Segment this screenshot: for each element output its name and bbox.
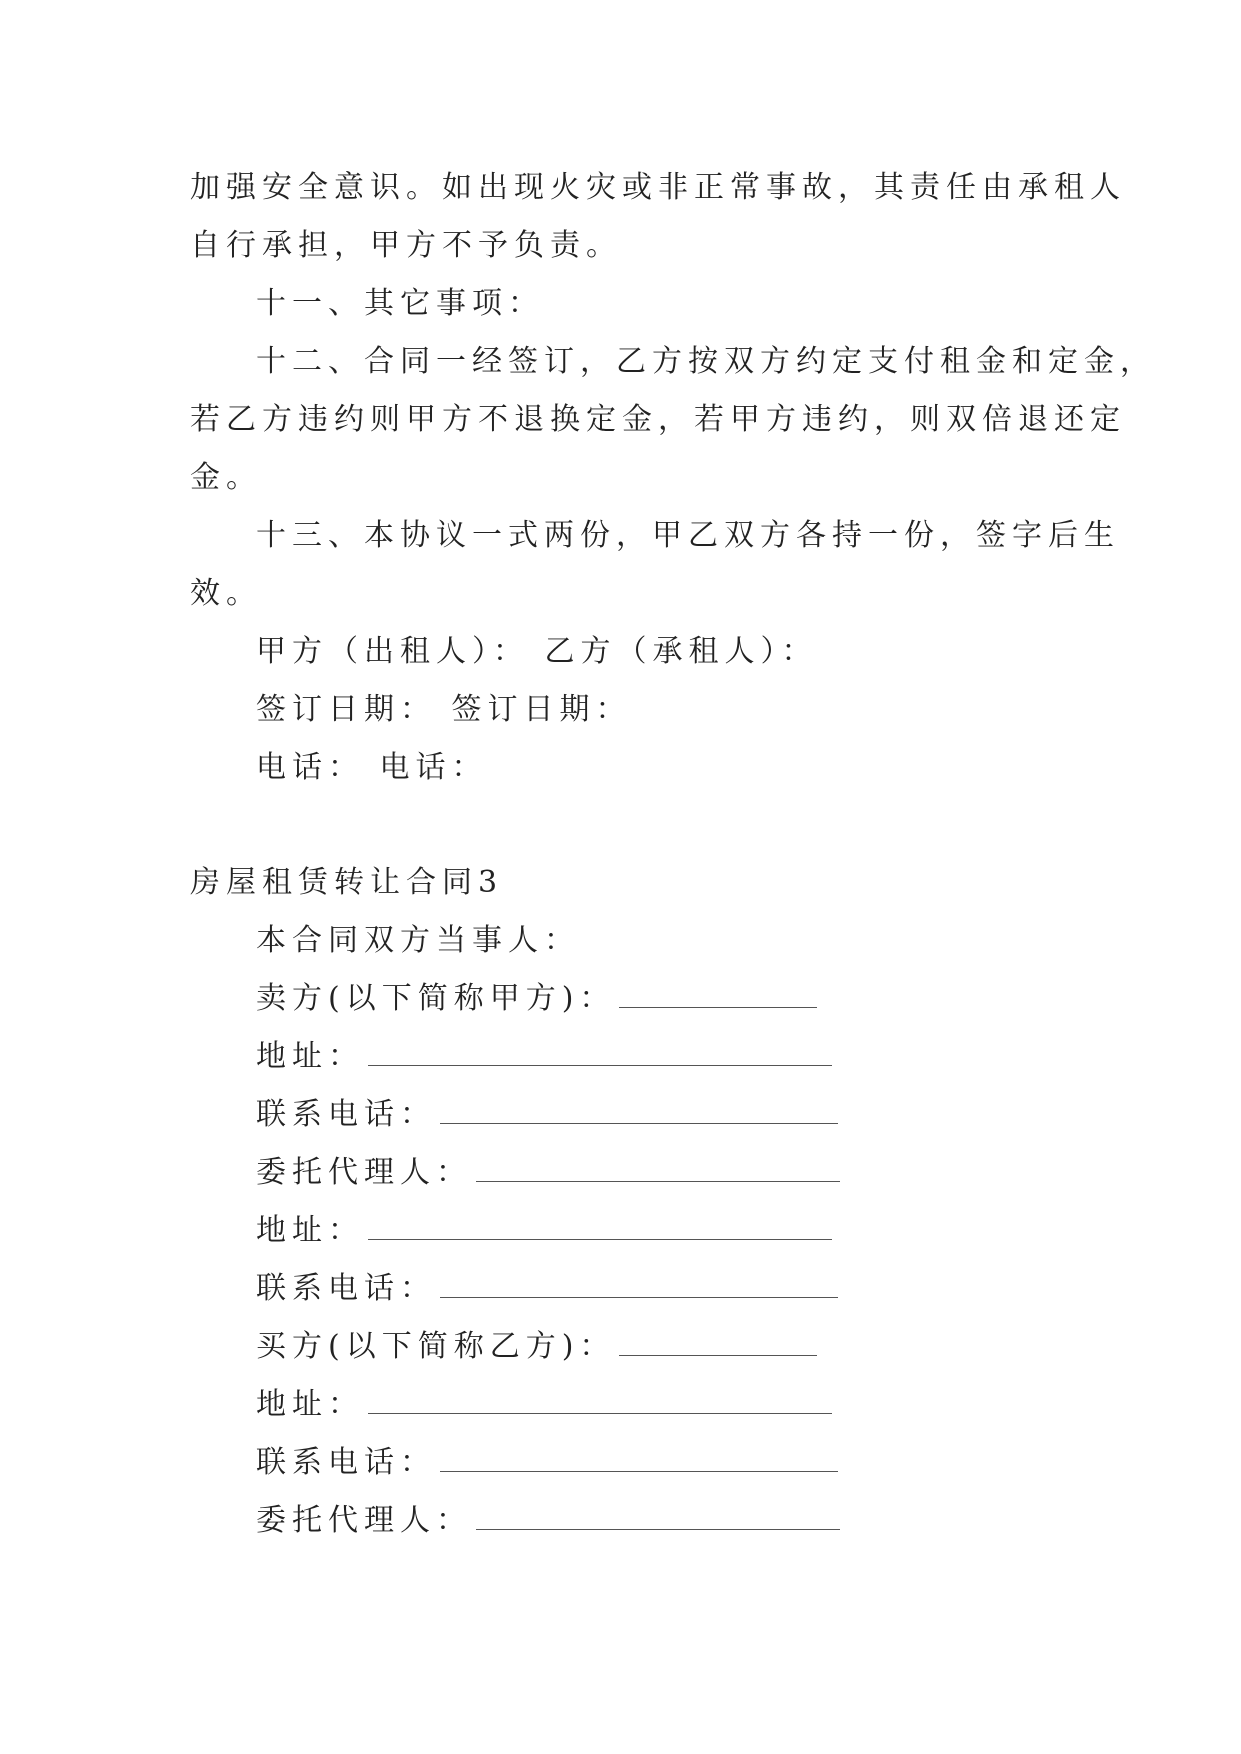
seller-address-blank: [368, 1039, 832, 1066]
clause-12-line: 若乙方违约则甲方不退换定金，若甲方违约，则双倍退还定: [190, 402, 1126, 437]
agent-phone-field: [256, 1269, 838, 1309]
agent-address-field: [256, 1211, 832, 1251]
seller-agent-blank: [476, 1155, 840, 1182]
buyer-address-field: [256, 1385, 832, 1425]
signature-dates: 签订日期： 签订日期：: [256, 692, 632, 727]
agent-phone-blank: [440, 1271, 838, 1298]
seller-address-label: 地址：: [256, 1039, 364, 1074]
buyer-address-label: 地址：: [256, 1387, 364, 1422]
seller-label: 卖方(以下简称甲方)：: [256, 981, 616, 1016]
seller-blank: [619, 981, 817, 1008]
clause-12-line: 十二、合同一经签订，乙方按双方约定支付租金和定金，: [256, 344, 1156, 379]
body-text-line: 加强安全意识。如出现火灾或非正常事故，其责任由承租人: [190, 170, 1126, 205]
buyer-agent-blank: [476, 1503, 840, 1530]
contract-title: 房屋租赁转让合同3: [190, 865, 504, 900]
buyer-phone-label: 联系电话：: [256, 1445, 436, 1480]
clause-11: 十一、其它事项：: [256, 286, 544, 321]
buyer-phone-blank: [440, 1445, 838, 1472]
buyer-field: [256, 1327, 817, 1367]
body-text-line: 自行承担，甲方不予负责。: [190, 228, 622, 263]
parties-intro: 本合同双方当事人：: [256, 923, 580, 958]
clause-13-line: 十三、本协议一式两份，甲乙双方各持一份，签字后生: [256, 518, 1120, 553]
buyer-agent-label: 委托代理人：: [256, 1503, 472, 1538]
buyer-address-blank: [368, 1387, 832, 1414]
seller-address-field: [256, 1037, 832, 1077]
buyer-agent-field: [256, 1501, 840, 1541]
buyer-blank: [619, 1329, 817, 1356]
clause-13-line: 效。: [190, 576, 262, 611]
buyer-phone-field: [256, 1443, 838, 1483]
agent-phone-label: 联系电话：: [256, 1271, 436, 1306]
seller-phone-label: 联系电话：: [256, 1097, 436, 1132]
seller-field: [256, 979, 817, 1019]
seller-agent-field: [256, 1153, 840, 1193]
buyer-label: 买方(以下简称乙方)：: [256, 1329, 616, 1364]
clause-12-line: 金。: [190, 460, 262, 495]
seller-agent-label: 委托代理人：: [256, 1155, 472, 1190]
signature-phones: 电话： 电话：: [256, 750, 488, 785]
agent-address-label: 地址：: [256, 1213, 364, 1248]
agent-address-blank: [368, 1213, 832, 1240]
seller-phone-field: [256, 1095, 838, 1135]
seller-phone-blank: [440, 1097, 838, 1124]
signature-parties: 甲方（出租人）： 乙方（承租人）：: [256, 634, 818, 669]
